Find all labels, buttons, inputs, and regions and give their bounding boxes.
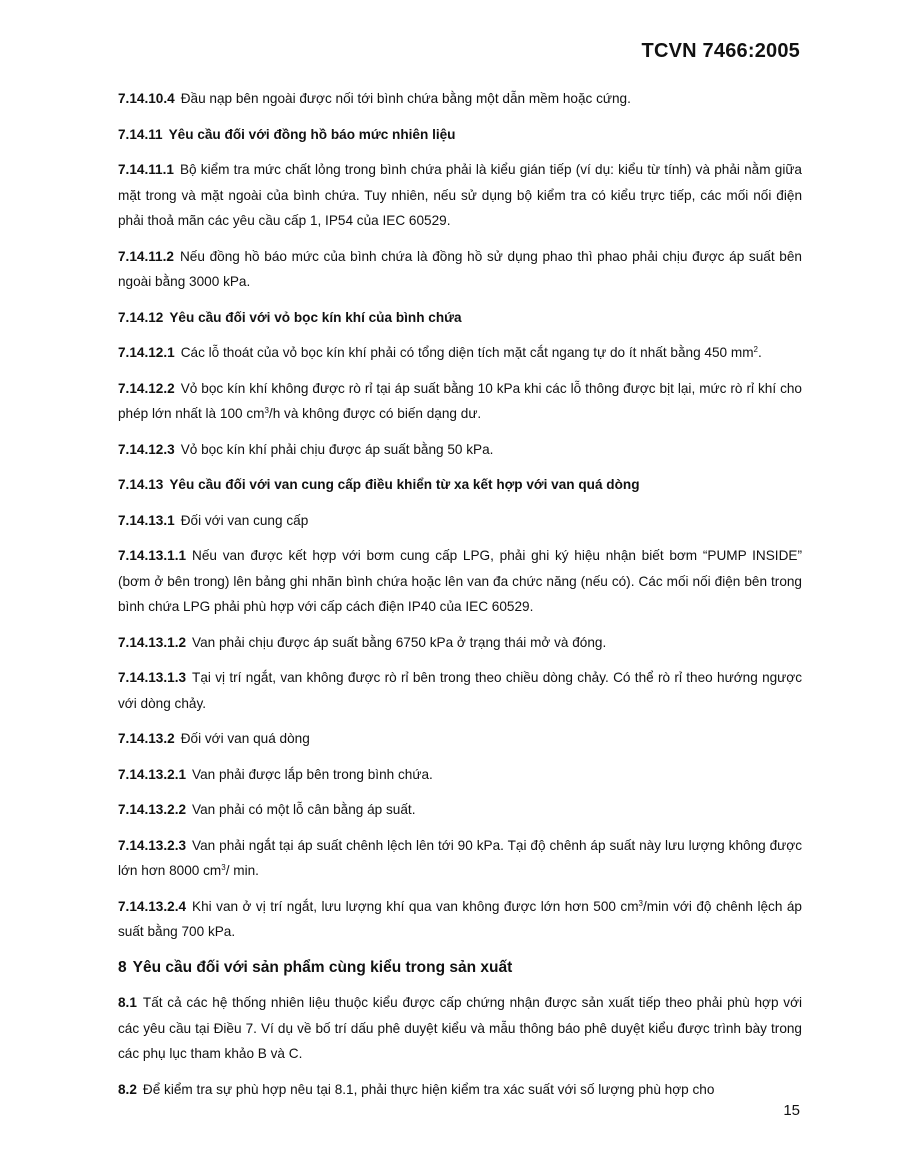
clause-7-14-13-2-1 [118,762,802,788]
clause-7-14-13-1-2 [118,630,802,656]
heading-text: Yêu cầu đối với đồng hồ báo mức nhiên liệu [168,126,456,142]
clause-7-14-12-2 [118,376,802,427]
document-code-header: TCVN 7466:2005 [641,40,800,62]
clause-number: 8.2 [118,1081,137,1097]
clause-number: 7.14.12.1 [118,345,175,360]
clause-number: 7.14.13.2.1 [118,766,187,782]
clause-text: Tại vị trí ngắt, van không được rò rỉ bên trong theo chiều dòng chảy. Có thể rò rỉ theo hướng ngược với dòng chảy. [118,670,802,711]
heading-number: 7.14.12 [118,309,164,325]
heading-text: Yêu cầu đối với vỏ bọc kín khí của bình chứa [169,309,462,325]
clause-text-end: /h và không được có biến dạng dư. [268,406,482,421]
clause-7-14-12-1 [118,340,802,366]
clause-7-14-11-2 [118,244,802,295]
clause-7-14-13-2 [118,726,802,752]
clause-number: 7.14.13.1 [118,512,175,528]
heading-text: Yêu cầu đối với sản phẩm cùng kiểu trong sản xuất [132,958,513,976]
clause-number: 7.14.13.2.4 [118,898,187,914]
document-body [118,86,802,1112]
clause-7-14-13-2-4 [118,894,802,945]
clause-text: Vỏ bọc kín khí phải chịu được áp suất bằng 50 kPa. [180,441,494,457]
clause-number: 7.14.13.2 [118,731,175,746]
superscript: 3 [264,406,269,415]
clause-text: Nếu đồng hồ báo mức của bình chứa là đồng hồ sử dụng phao thì phao phải chịu được áp suất bên ngoài bằng 3000 kPa. [118,248,802,289]
clause-7-14-13-1-1 [118,543,802,620]
clause-text-end: /min với độ chênh lệch áp suất bằng 700 kPa. [118,898,802,939]
clause-text: Van phải ngắt tại áp suất chênh lệch lên tới 90 kPa. Tại độ chênh áp suất này lưu lượng không được lớn hơn 8000 cm [118,837,802,878]
superscript: 2 [753,345,758,354]
heading-text: Yêu cầu đối với van cung cấp điều khiển từ xa kết hợp với van quá dòng [169,477,640,492]
clause-text: Van phải chịu được áp suất bằng 6750 kPa ở trạng thái mở và đóng. [192,634,607,650]
clause-number: 7.14.13.2.2 [118,802,187,817]
clause-7-14-13-2-3 [118,833,802,884]
section-heading-8 [118,955,802,981]
clause-text: Đối với van quá dòng [180,731,310,746]
clause-7-14-13-1 [118,508,802,534]
clause-number: 7.14.13.2.3 [118,837,187,853]
clause-text: Bộ kiểm tra mức chất lỏng trong bình chứa phải là kiểu gián tiếp (ví dụ: kiểu từ tính) và phải nằm giữa mặt trong và mặt ngoài của bình chứa. Tuy nhiên, nếu sử dụng bộ kiểm tra có kiểu trực tiếp, các mối nối điện phải thoả mãn các yêu cầu cấp 1, IP54 của IEC 60529. [118,162,802,228]
subsection-heading-7-14-11 [118,122,802,148]
superscript: 3 [638,898,643,908]
heading-number: 8 [118,958,127,976]
clause-7-14-13-1-3 [118,665,802,716]
clause-number: 7.14.12.3 [118,441,175,457]
clause-7-14-10-4 [118,86,802,112]
subsection-heading-7-14-13 [118,472,802,498]
heading-number: 7.14.11 [118,126,163,142]
superscript: 3 [221,863,226,872]
clause-text: Các lỗ thoát của vỏ bọc kín khí phải có tổng diện tích mặt cắt ngang tự do ít nhất bằng 450 mm [180,345,754,360]
clause-7-14-12-3 [118,437,802,463]
clause-text: Khi van ở vị trí ngắt, lưu lượng khí qua van không được lớn hơn 500 cm [192,898,639,914]
clause-7-14-13-2-2 [118,797,802,823]
clause-text: Đối với van cung cấp [180,512,309,528]
clause-8-1 [118,990,802,1067]
clause-text: Nếu van được kết hợp với bơm cung cấp LPG, phải ghi ký hiệu nhận biết bơm “PUMP INSIDE” (bơm ở bên trong) lên bảng ghi nhãn bình chứa hoặc lên van đa chức năng (nếu có). Các mối nối điện bên trong bình chứa LPG phải phù hợp với cấp cách điện IP40 của IEC 60529. [118,548,802,614]
clause-number: 7.14.11.2 [118,248,174,264]
clause-number: 7.14.13.1.2 [118,634,187,650]
clause-text: Vỏ bọc kín khí không được rò rỉ tại áp suất bằng 10 kPa khi các lỗ thông được bịt lại, mức rò rỉ khí cho phép lớn nhất là 100 cm [118,380,802,421]
clause-text-end: / min. [225,863,259,878]
subsection-heading-7-14-12 [118,305,802,331]
clause-text: Van phải được lắp bên trong bình chứa. [192,766,433,782]
clause-text: Để kiểm tra sự phù hợp nêu tại 8.1, phải thực hiện kiểm tra xác suất với số lượng phù hợp cho [142,1081,715,1097]
clause-number: 7.14.12.2 [118,380,175,396]
clause-number: 7.14.13.1.3 [118,670,187,685]
clause-number: 7.14.11.1 [118,162,174,177]
clause-text: Tất cả các hệ thống nhiên liệu thuộc kiểu được cấp chứng nhận được sản xuất tiếp theo phải phù hợp với các yêu cầu tại Điều 7. Ví dụ về bố trí dấu phê duyệt kiểu và mẫu thông báo phê duyệt kiểu được trình bày trong các phụ lục tham khảo B và C. [118,995,802,1061]
heading-number: 7.14.13 [118,477,164,492]
clause-text: Van phải có một lỗ cân bằng áp suất. [192,802,416,817]
clause-number: 7.14.13.1.1 [118,548,187,563]
clause-number: 7.14.10.4 [118,91,175,106]
clause-7-14-11-1 [118,157,802,234]
clause-text: Đầu nạp bên ngoài được nối tới bình chứa bằng một dẫn mềm hoặc cứng. [180,91,631,106]
clause-text-end: . [758,345,762,360]
clause-number: 8.1 [118,995,137,1010]
clause-8-2 [118,1077,802,1103]
page-number: 15 [783,1102,800,1119]
